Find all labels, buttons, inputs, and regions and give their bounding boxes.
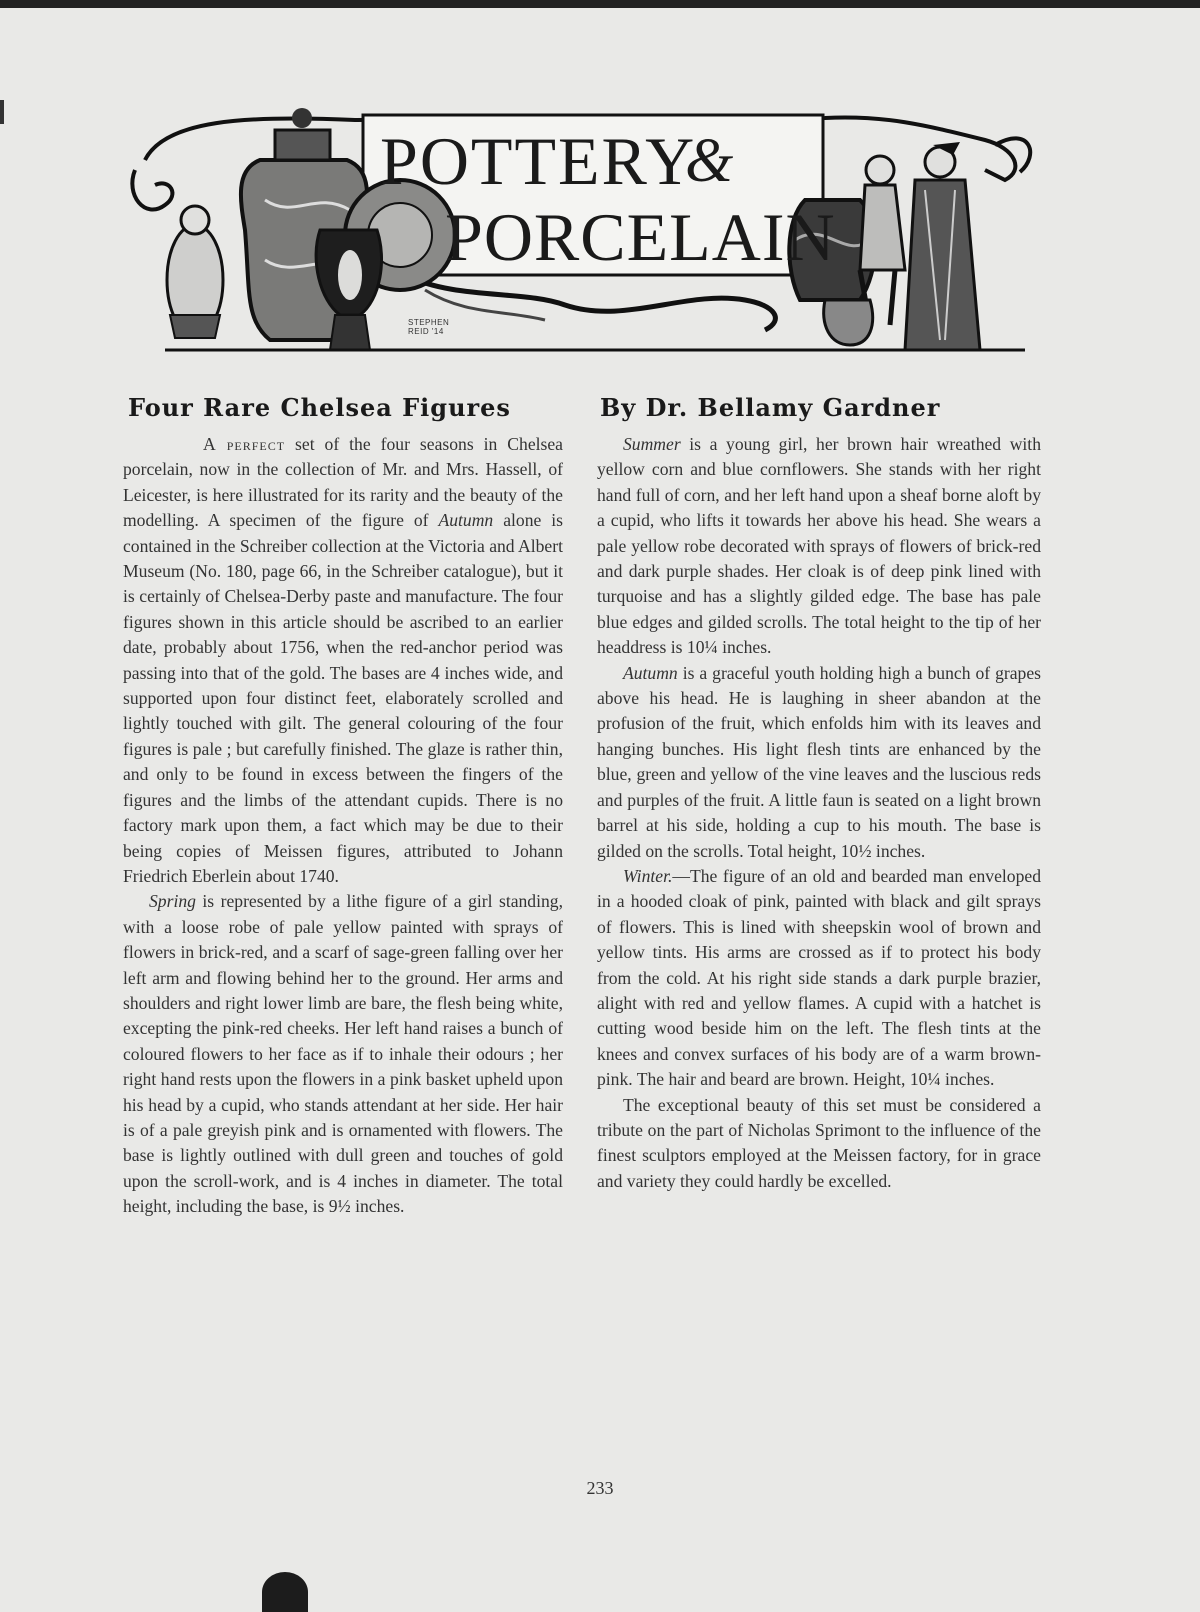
header-title-pottery: POTTERY (380, 123, 697, 199)
intro-text-b: alone is contained in the Schreiber collection at the Victoria and Albert Museum (No. 180, page 66, in the Schreiber catalogue), but it is certainly of Chelsea-Derby paste and manufacture. The four figures shown in this article should be ascribed to an earlier date, probably about 1756, when the red-anchor period was passing into that of the gold. The bases are 4 inches wide, and supported upon four distinct feet, elaborately scrolled and lightly touched with gilt. The general colouring of the four figures is pale ; but carefully finished. The glaze is rather thin, and only to be found in excess between the fingers of the figures and the limbs of the attendant cupids. There is no factory mark upon them, a fact which may be due to their being copies of Meissen figures, attributed to Johann Friedrich Eberlein about 1740. (123, 510, 563, 886)
summer-label: Summer (623, 434, 681, 454)
intro-italic-autumn: Autumn (438, 510, 494, 531)
conclusion-text: The exceptional beauty of this set must be considered a tribute on the part of Nicholas Sprimont to the influence of the finest sculptors employed at the Meissen factory, for in grace and variety they could hardly be excelled. (597, 1094, 1041, 1191)
winter-label: Winter. (623, 865, 673, 886)
autumn-label: Autumn (623, 662, 678, 683)
intro-lead: A perfect (203, 434, 286, 454)
article-title: Four Rare Chelsea Figures (128, 393, 511, 422)
spring-label: Spring (149, 891, 196, 912)
autumn-text: is a graceful youth holding high a bunch of grapes above his head. He is laughing in sheer abandon at the profusion of the fruit, which enfolds him with its leaves and hanging bunches. His light flesh tints are enhanced by the blue, green and yellow of the vine leaves and the luscious reds and purples of the fruit. A little faun is seated on a light brown barrel at his side, holding a cup to his mouth. The base is gilded on the scrolls. Total height, 10½ inches. (597, 662, 1041, 861)
signature-line-2: REID '14 (408, 327, 444, 336)
summer-text: is a young girl, her brown hair wreathed with yellow corn and blue cornflowers. She stands with her right hand full of corn, and her left hand upon a sheaf borne aloft by a cupid, who lifts it towards her above his head. She wears a pale yellow robe decorated with sprays of flowers of brick-red and dark purple shades. Her cloak is of deep pink lined with turquoise and has a slightly gilded edge. The base has pale blue edges and gilded scrolls. The total height to the tip of her headdress is 10¼ inches. (597, 434, 1041, 658)
winter-text: —The figure of an old and bearded man enveloped in a hooded cloak of pink, painted with black and gilt sprays of flowers. This is lined with sheepskin wool of brown and yellow tints. His arms are crossed as if to protect his body from the cold. At his right side stands a dark purple brazier, alight with red and yellow flames. A cupid with a hatchet is cutting wood beside him on the left. The flesh tints at the knees and convex surfaces of his body are of a warm brown-pink. The hair and beard are brown. Height, 10¼ inches. (597, 865, 1041, 1090)
paragraph-spring (123, 889, 563, 1219)
header-illustration (125, 100, 1045, 375)
page-number: 233 (586, 1478, 614, 1498)
left-column (123, 432, 563, 1220)
header-title-porcelain: PORCELAIN (445, 199, 836, 275)
spring-text: is represented by a lithe figure of a girl standing, with a loose robe of pale yellow painted with sprays of flowers in brick-red, and a scarf of sage-green falling over her left arm and flowing behind her to the ground. Her arms and shoulders and right lower limb are bare, the flesh being white, excepting the pink-red cheeks. Her left hand raises a bunch of coloured flowers to her face as if to inhale their odours ; her right hand rests upon the flowers in a pink basket upheld upon his head by a cupid, who stands attendant at her side. Her hair is of a pale greyish pink and is ornamented with flowers. The base is lightly outlined with dull green and touches of gold upon the scroll-work, and is 4 inches in diameter. The total height, including the base, is 9½ inches. (123, 891, 563, 1217)
scan-margin-mark (0, 100, 4, 124)
intro-text-a: set of the four seasons in Chelsea porcelain, now in the collection of Mr. and Mrs. Hassell, of Leicester, is here illustrated for its rarity and the beauty of the modelling. A specimen of the figure of (123, 434, 563, 531)
paragraph-winter (597, 864, 1041, 1093)
article-byline: By Dr. Bellamy Gardner (600, 393, 941, 422)
right-column (597, 432, 1041, 1194)
paragraph-conclusion (597, 1093, 1041, 1195)
scan-thumb-shadow (262, 1572, 308, 1612)
paragraph-autumn (597, 661, 1041, 864)
header-ampersand: & (685, 127, 734, 195)
scan-top-edge (0, 0, 1200, 8)
paragraph-intro (123, 432, 563, 889)
signature-line-1: STEPHEN (408, 318, 450, 327)
artist-signature (408, 318, 449, 336)
paragraph-summer (597, 432, 1041, 661)
